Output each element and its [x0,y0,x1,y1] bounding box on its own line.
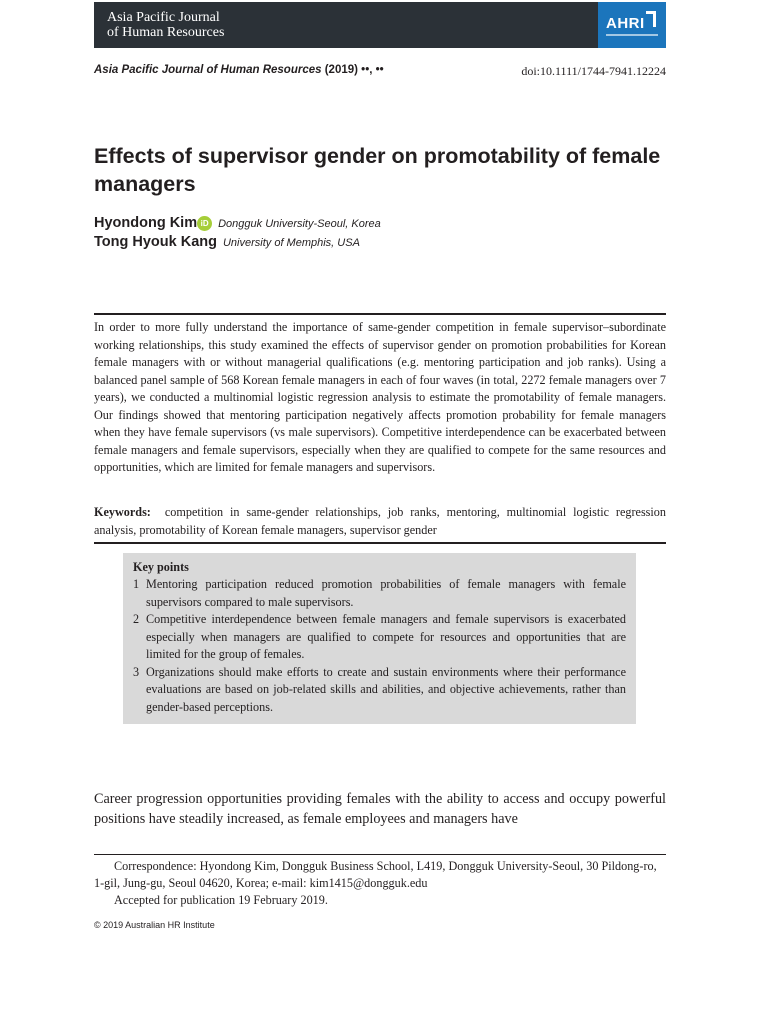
key-points-title: Key points [133,560,189,574]
journal-year: (2019) ••, •• [321,64,384,76]
copyright: © 2019 Australian HR Institute [94,920,215,930]
journal-banner-title [107,10,224,40]
abstract-top-rule [94,313,666,315]
body-paragraph: Career progression opportunities providing females with the ability to access and occupy powerful positions have steadily increased, as female employees and managers have [94,791,666,827]
logo-mark-icon [646,11,656,27]
banner-line-1: Asia Pacific Journal [107,10,220,25]
author-name: Tong Hyouk Kang [94,234,217,250]
journal-citation-line [94,64,666,80]
keywords-label: Keywords: [94,505,151,519]
key-point [133,576,626,611]
ahri-logo [598,2,666,48]
key-point [133,611,626,664]
journal-name: Asia Pacific Journal of Human Resources [94,64,322,76]
footnote [94,858,666,909]
key-point-text: Organizations should make efforts to create and sustain environments where their performance evaluations are based on job-related skills and abilities, and objective achievements, rather than gender-based perceptions. [146,664,626,714]
abstract-bottom-rule [94,542,666,544]
key-point-text: Mentoring participation reduced promotion probabilities of female managers with female supervisors compared to male supervisors. [146,577,626,609]
key-points-box [123,553,636,724]
journal-citation [94,64,384,76]
journal-banner [94,2,666,48]
correspondence: Correspondence: Hyondong Kim, Dongguk Business School, L419, Dongguk University-Seoul, 30 Pildong-ro, 1-gil, Jung-gu, Seoul 04620, Korea; e-mail: kim1415@dongguk.edu [94,859,657,890]
banner-line-2: of Human Resources [107,25,225,40]
key-point-number: 1 [133,577,140,591]
footnote-rule [94,854,666,855]
key-points-list [133,576,626,716]
orcid-icon[interactable]: iD [197,216,212,231]
logo-subline [606,34,658,36]
author-2 [94,234,360,250]
keywords [94,504,666,539]
accepted-date: Accepted for publication 19 February 2019. [114,893,328,907]
author-1 [94,215,381,231]
key-point-number: 2 [133,612,140,626]
key-point [133,664,626,717]
doi-link[interactable]: doi:10.1111/1744-7941.12224 [521,64,666,78]
abstract: In order to more fully understand the importance of same-gender competition in female supervisor–subordinate working relationships, this study examined the effects of supervisor gender on promotion probabilities for Korean female managers with or without managerial qualifications (e.g. mentoring participation and job ranks). Using a balanced panel sample of 568 Korean female managers in each of four waves (in total, 2272 female managers over 7 years), we conducted a multinomial logistic regression analysis to estimate the promotability of female managers. Our findings showed that mentoring participation negatively affects promotion probability for female managers when they have female supervisors (vs male supervisors). Competitive interdependence can be exacerbated between female managers and female supervisors, especially when they are qualified to compete for the same resources and opportunities, which are limited for female managers and supervisors. [94,320,666,474]
author-affiliation: University of Memphis, USA [222,237,360,249]
key-point-number: 3 [133,664,140,679]
author-name: Hyondong Kim [94,215,198,231]
keywords-list: competition in same-gender relationships, job ranks, mentoring, multinomial logistic regression analysis, promotability of Korean female managers, supervisor gender [94,505,666,537]
ahri-logo-text: AHRI [606,15,645,32]
article-title: Effects of supervisor gender on promotability of female managers [94,144,661,196]
key-point-text: Competitive interdependence between female managers and female supervisors is exacerbated especially when managers are qualified to compete for resources and opportunities that are limited for the group of females. [146,612,626,661]
author-affiliation: Dongguk University-Seoul, Korea [218,218,381,230]
